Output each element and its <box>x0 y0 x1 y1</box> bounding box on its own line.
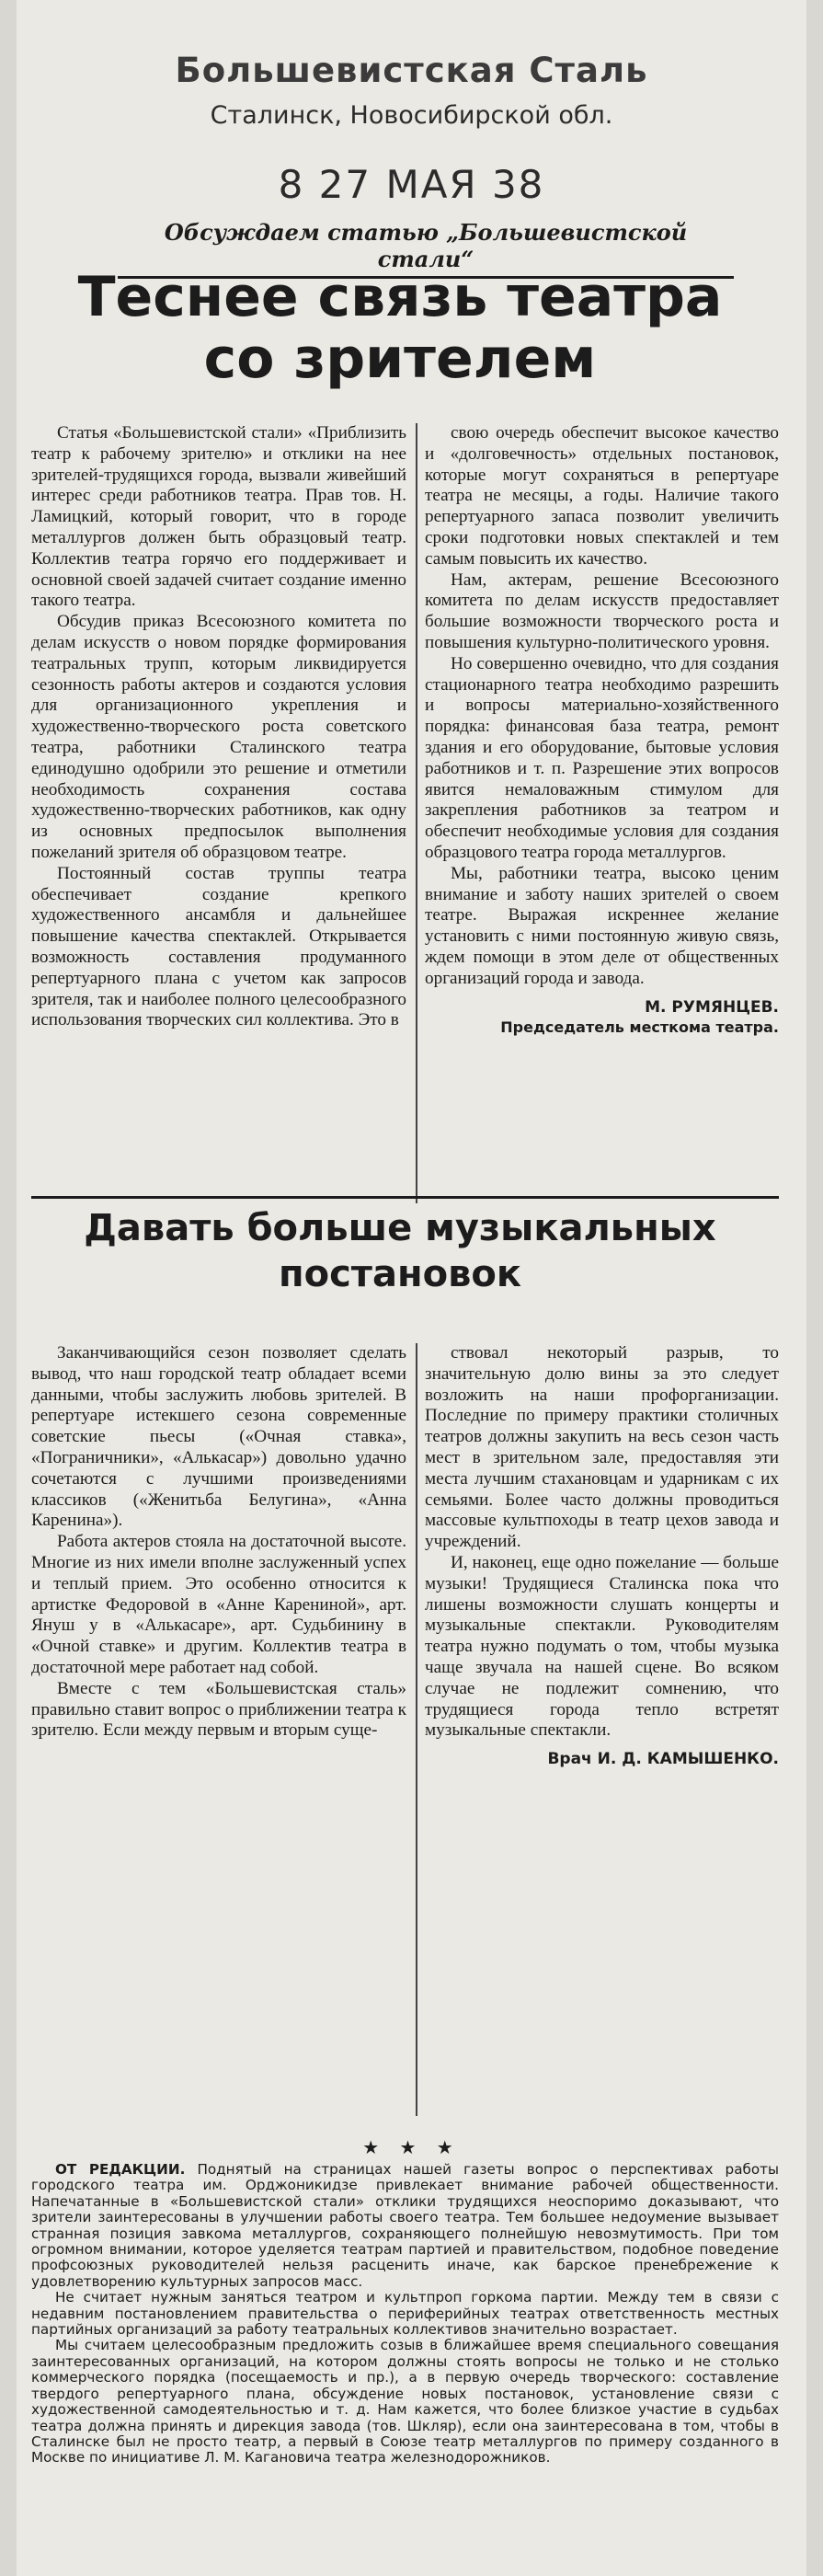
article1-paragraph: свою очередь обеспечит высокое качество и «долговечность» отдельных постановок, которые могут сохраняться в репертуаре театра не месяцы, а годы. Наличие такого репертуарного запаса позволит увеличить сроки подготовки новых спектаклей и тем самым повысить их качество. <box>425 423 779 569</box>
article1-headline-line2: со зрителем <box>203 327 597 392</box>
column-divider <box>416 423 417 1203</box>
editorial-text: Поднятый на страницах нашей газеты вопрос о перспективах работы городского театра им. Орджоникидзе привлекает внимание рабочей общественности. Напечатанные в «Большевистской стали» отклики трудящихся неоспоримо доказывают, что зрители заинтересованы в улучшении работы своего театра. Тем большее недоумение вызывает странная позиция завкома металлургов, сохраняющего полнейшую невозмутимость. При том огромном внимании, которое уделяется театрам партией и правительством, подобное поведение профсоюзных руководителей нельзя расценить иначе, как барское пренебрежение к удовлетворению культурных запросов масс. <box>31 2162 779 2290</box>
rubric-heading: Обсуждаем статью „Большевистской стали“ <box>118 219 734 279</box>
article2-signature: Врач И. Д. КАМЫШЕНКО. <box>547 1750 779 1769</box>
article1-paragraph: Нам, актерам, решение Всесоюзного комитета по делам искусств предоставляет большие возможности творческого роста и повышения культурно-политического уровня. <box>425 569 779 652</box>
newspaper-stamp-city: Сталинск, Новосибирской обл. <box>210 101 613 130</box>
article2-paragraph: Заканчивающийся сезон позволяет сделать вывод, что наш городской театр обладает всеми данными, чтобы заслужить любовь зрителей. В репертуаре истекшего сезона современные советские пьесы («Очная ставка», «Пограничники», «Алькасар») довольно удачно сочетаются с лучшими произведениями классиков («Женитьба Белугина», «Анна Каренина»). <box>31 1343 406 1531</box>
article2-paragraph: Работа актеров стояла на достаточной высоте. Многие из них имели вполне заслуженный успех и теплый прием. Это особенно относится к артистке Федоровой в «Анне Карениной», арт. Януш у в «Алькасаре», арт. Судьбинину в «Очной ставке» и другим. Коллектив театра в достаточной мере работает над собой. <box>31 1532 406 1677</box>
date-stamp: 8 27 МАЯ 38 <box>278 162 545 207</box>
article2-headline-line2: постановок <box>278 1253 522 1295</box>
article1-paragraph: Обсудив приказ Всесоюзного комитета по делам искусств о новом порядке формирования театральных трупп, которым ликвидируется сезонность работы актеров и создаются условия для организационного укрепления и художественно-творческого роста советского театра, работники Сталинского театра единодушно одобрили это решение и отметили необходимость сохранения состава художественно-творческих работников, как одну из основных предпосылок выполнения пожеланий зрителя об образцовом театре. <box>31 612 406 862</box>
article1-headline-line1: Теснее связь театра <box>77 265 723 329</box>
article2-paragraph: ствовал некоторый разрыв, то значительную долю вины за это следует возложить на наши профорганизации. Последние по примеру практики столичных театров должны закупить на весь сезон часть мест в зрительном зале, предоставляя эти места лучшим стахановцам и ударникам с их семьями. Более часто должны проводиться массовые культпоходы в театр цехов завода и учреждений. <box>425 1343 779 1552</box>
article1-signature: М. РУМЯНЦЕВ. <box>645 997 779 1017</box>
editorial-paragraph <box>31 2162 779 2290</box>
article1-signature-position: Председатель месткома театра. <box>500 1018 779 1037</box>
article2-headline <box>37 1205 763 1297</box>
article2-paragraph: Вместе с тем «Большевистская сталь» правильно ставит вопрос о приближении театра к зрителю. Если между первым и вторым суще- <box>31 1678 406 1741</box>
editorial-paragraph: Не считает нужным заняться театром и культпроп горкома партии. Между тем в связи с недавним постановлением правительства о периферийных театрах ответственность местных партийных организаций за работу театральных коллективов значительно возрастает. <box>31 2289 779 2339</box>
article1-paragraph: Но совершенно очевидно, что для создания стационарного театра необходимо разрешить и вопросы материально-хозяйственного порядка: финансовая база театра, ремонт здания и его оборудование, бытовые условия работников и т. п. Разрешение этих вопросов явится немаловажным стимулом для закрепления работников за театром и обеспечит необходимые условия для создания образцового театра города металлургов. <box>425 653 779 862</box>
article1-paragraph: Постоянный состав труппы театра обеспечивает создание крепкого художественного ансамбля и дальнейшее повышение качества спектаклей. Открывается возможность составления продуманного репертуарного плана с учетом как запросов зрителя, так и наиболее полного целесообразного использования творческих сил коллектива. Это в <box>31 863 406 1030</box>
editorial-paragraph: Мы считаем целесообразным предложить созыв в ближайшее время специального совещания заинтересованных организаций, на котором должны стоять вопросы не только и не столько коммерческого порядка (посещаемость и пр.), а в первую очередь творческого: составление твердого репертуарного плана, обсуждение новых постановок, установление связи с художественной самодеятельностью и т. д. Нам кажется, что более близкое участие в судьбах театра должна принять и дирекция завода (тов. Шкляр), если она заинтересована в том, чтобы в Сталинске был не просто театр, а первый в Союзе театр металлургов по примеру созданного в Москве по инициативе Л. М. Кагановича театра железнодорожников. <box>31 2337 779 2467</box>
section-separator: ★ ★ ★ <box>362 2136 461 2158</box>
editorial-note <box>31 2162 779 2567</box>
article1-headline <box>37 267 763 390</box>
article2-headline-line1: Давать больше музыкальных <box>84 1207 716 1249</box>
article2-column-1 <box>31 1343 406 2134</box>
article2-column-2 <box>425 1343 779 2116</box>
article2-paragraph: И, наконец, еще одно пожелание — больше музыки! Трудящиеся Сталинска пока что лишены возможности слушать концерты и музыкальные спектакли. Руководителям театра нужно подумать о том, чтобы музыка чаще звучала на нашей сцене. Во всяком случае не подлежит сомнению, что трудящиеся города тепло встретят музыкальные спектакли. <box>425 1552 779 1741</box>
article1-paragraph: Статья «Большевистской стали» «Приблизить театр к рабочему зрителю» и отклики на нее зрителей-трудящихся города, вызвали живейший интерес среди работников театра. Прав тов. Н. Ламицкий, который говорит, что в городе металлургов должен быть образцовый театр. Коллектив театра горячо его поддерживает и основной своей задачей считает создание именно такого театра. <box>31 423 406 611</box>
editorial-lead: ОТ РЕДАКЦИИ. <box>55 2162 186 2178</box>
column-divider <box>416 1343 417 2116</box>
newspaper-stamp-title: Большевистская Сталь <box>175 51 648 90</box>
article1-column-2 <box>425 423 779 1203</box>
article1-column-1 <box>31 423 406 1168</box>
article-divider <box>31 1196 779 1199</box>
article1-paragraph: Мы, работники театра, высоко ценим внимание и заботу наших зрителей о своем театре. Выражая искреннее желание установить с ними постоянную живую связь, ждем помощи в этом деле от общественных организаций города и завода. <box>425 863 779 988</box>
